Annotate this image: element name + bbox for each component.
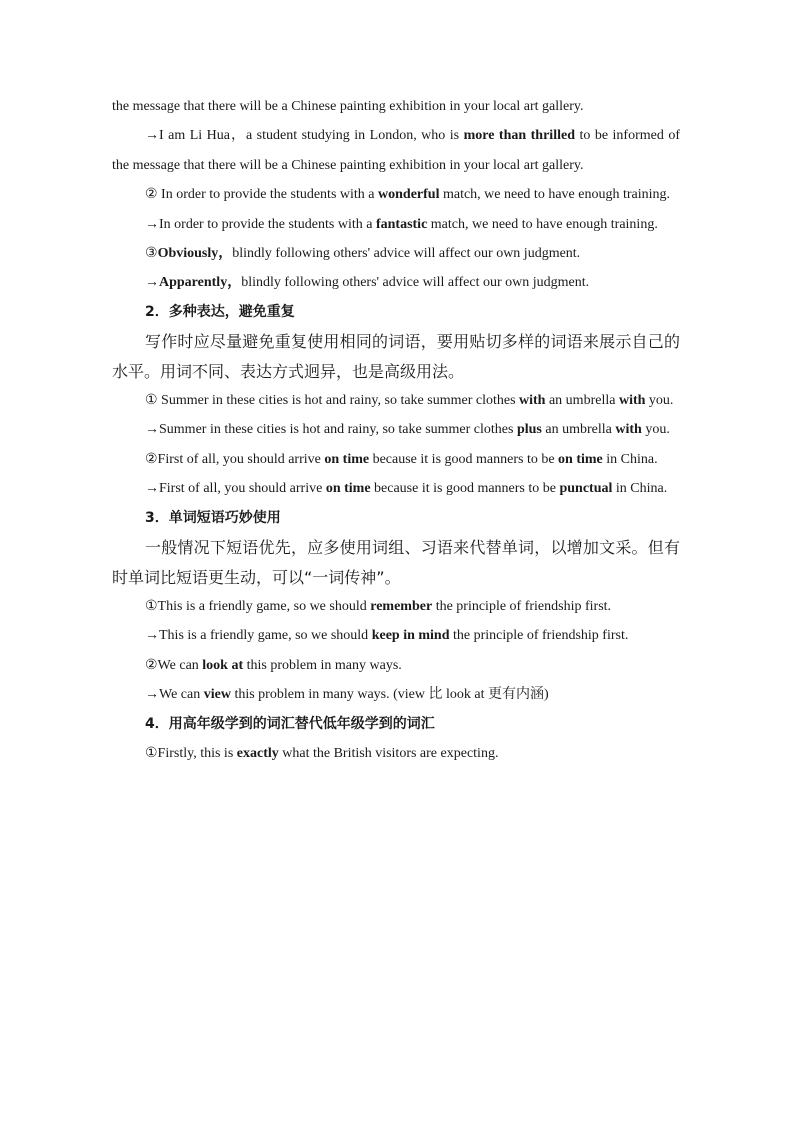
bold-phrase: view xyxy=(203,687,231,703)
text-run: ③ xyxy=(145,246,158,262)
text-run: ②First of all, you should arrive xyxy=(145,451,325,467)
text-run: to be informed of the message that there will be a Chinese painting exhibition in your local art gallery. xyxy=(112,128,680,173)
text-run: →First of all, you should arrive xyxy=(145,481,326,497)
explanation-paragraph xyxy=(112,327,680,386)
example-sentence xyxy=(112,268,680,297)
text-run: in China. xyxy=(612,481,668,497)
text-run: because it is good manners to be xyxy=(370,481,560,497)
bold-phrase: 2．多种表达，避免重复 xyxy=(145,303,295,320)
text-run: an umbrella xyxy=(545,393,619,409)
text-run: because it is good manners to be xyxy=(369,451,559,467)
bold-phrase: Obviously， xyxy=(157,246,233,262)
example-sentence xyxy=(112,445,680,474)
example-sentence xyxy=(112,415,680,444)
text-run: →We can xyxy=(145,687,204,703)
text-run: →In order to provide the students with a xyxy=(145,216,376,232)
text-run: → xyxy=(145,275,159,291)
text-run: the principle of friendship first. xyxy=(432,598,612,614)
text-run: 一般情况下短语优先，应多使用词组、习语来代替单词，以增加文采。但有时单词比短语更生动，可以“一词传神”。 xyxy=(112,538,680,587)
bold-phrase: more than thrilled xyxy=(463,128,575,144)
example-sentence xyxy=(112,621,680,650)
text-run: in China. xyxy=(602,451,658,467)
text-run: you. xyxy=(641,422,670,438)
text-run: 写作时应尽量避免重复使用相同的词语，要用贴切多样的词语来展示自己的水平。用词不同、表达方式迥异，也是高级用法。 xyxy=(112,332,680,381)
example-sentence xyxy=(112,180,680,209)
section-heading xyxy=(112,504,680,533)
example-sentence xyxy=(112,592,680,621)
text-run: blindly following others' advice will affect our own judgment. xyxy=(241,275,590,291)
bold-phrase: 3．单词短语巧妙使用 xyxy=(145,509,281,526)
example-sentence xyxy=(112,92,680,121)
bold-phrase: on time xyxy=(324,451,370,467)
text-run: ① Summer in these cities is hot and rainy, so take summer clothes xyxy=(145,393,520,409)
bold-phrase: 4．用高年级学到的词汇替代低年级学到的词汇 xyxy=(145,715,435,732)
text-run: this problem in many ways. (view 比 look at 更有内涵) xyxy=(230,687,549,703)
text-run: what the British visitors are expecting. xyxy=(278,745,499,761)
bold-phrase: look at xyxy=(202,657,244,673)
text-run: blindly following others' advice will affect our own judgment. xyxy=(232,246,581,262)
document-body xyxy=(112,92,680,768)
section-heading xyxy=(112,710,680,739)
bold-phrase: fantastic xyxy=(375,216,428,232)
example-sentence xyxy=(112,239,680,268)
text-run: →Summer in these cities is hot and rainy, so take summer clothes xyxy=(145,422,517,438)
text-run: you. xyxy=(645,393,674,409)
text-run: →I am Li Hua，a student studying in London, who is xyxy=(145,128,464,144)
bold-phrase: punctual xyxy=(559,481,613,497)
bold-phrase: on time xyxy=(325,481,371,497)
text-run: ② In order to provide the students with a xyxy=(145,187,379,203)
text-run: this problem in many ways. xyxy=(243,657,402,673)
text-run: an umbrella xyxy=(541,422,616,438)
example-sentence xyxy=(112,474,680,503)
section-heading xyxy=(112,298,680,327)
text-run: match, we need to have enough training. xyxy=(427,216,658,232)
bold-phrase: with xyxy=(618,393,646,409)
text-run: the message that there will be a Chinese painting exhibition in your local art gallery. xyxy=(112,99,584,114)
bold-phrase: exactly xyxy=(236,745,279,761)
example-sentence xyxy=(112,739,680,768)
bold-phrase: with xyxy=(519,393,546,409)
bold-phrase: wonderful xyxy=(378,187,440,203)
bold-phrase: with xyxy=(615,422,642,438)
text-run: ①Firstly, this is xyxy=(145,745,237,761)
example-sentence xyxy=(112,121,680,180)
text-run: ②We can xyxy=(145,657,203,673)
bold-phrase: Apparently， xyxy=(159,275,242,291)
text-run: the principle of friendship first. xyxy=(449,628,629,644)
example-sentence xyxy=(112,680,680,709)
text-run: →This is a friendly game, so we should xyxy=(145,628,372,644)
explanation-paragraph xyxy=(112,533,680,592)
bold-phrase: keep in mind xyxy=(371,628,450,644)
text-run: match, we need to have enough training. xyxy=(439,187,671,203)
bold-phrase: plus xyxy=(516,422,542,438)
example-sentence xyxy=(112,210,680,239)
example-sentence xyxy=(112,386,680,415)
text-run: ①This is a friendly game, so we should xyxy=(145,598,371,614)
example-sentence xyxy=(112,651,680,680)
bold-phrase: on time xyxy=(558,451,603,467)
bold-phrase: remember xyxy=(370,598,433,614)
